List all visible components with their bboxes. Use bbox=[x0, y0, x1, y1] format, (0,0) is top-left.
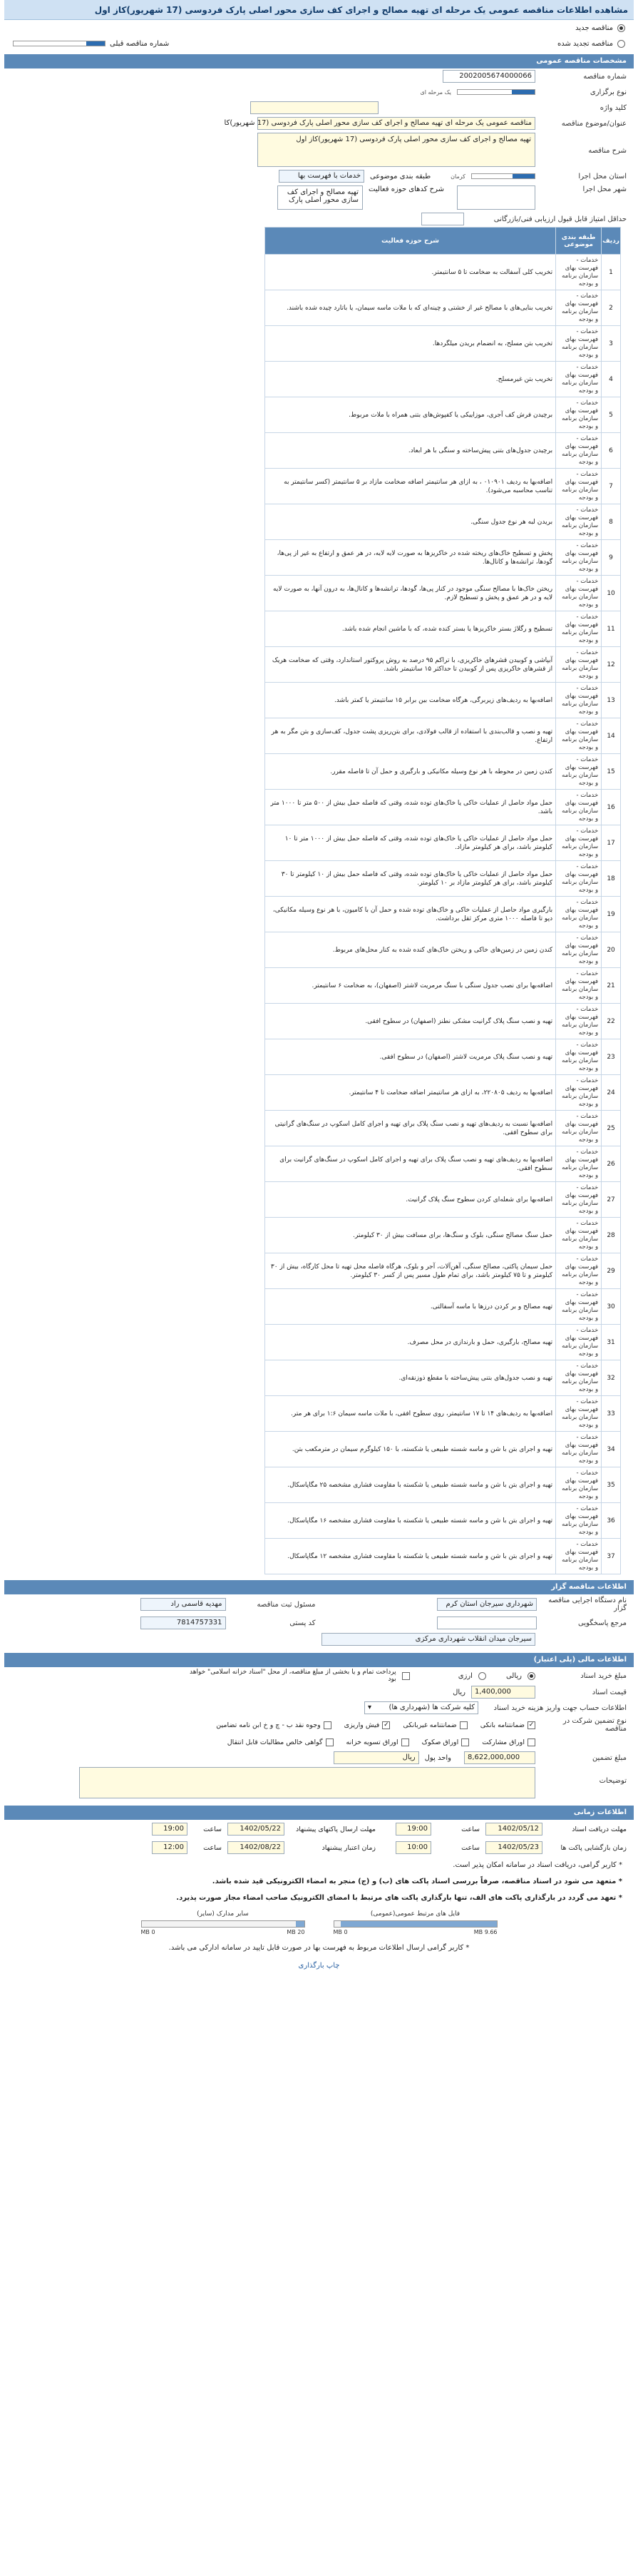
row-number: 10 bbox=[602, 576, 621, 611]
guarantee-bonds-checkbox[interactable] bbox=[528, 1738, 535, 1746]
row-category: خدمات - فهرست بهای سازمان برنامه و بودجه bbox=[556, 1111, 602, 1146]
row-number: 29 bbox=[602, 1253, 621, 1289]
submit-time: 19:00 bbox=[152, 1823, 187, 1836]
row-number: 9 bbox=[602, 540, 621, 576]
table-row bbox=[265, 362, 621, 397]
open-time: 10:00 bbox=[396, 1841, 431, 1854]
row-description: حمل سنگ مصالح سنگی، بلوک و سنگ‌ها، برای مسافت بیش از ۳۰ کیلومتر. bbox=[265, 1218, 556, 1253]
row-number: 6 bbox=[602, 433, 621, 469]
note-2: * متعهد می شود در اسناد مناقصه، صرفاً بررسی اسناد پاکت های (ب) و (ج) منجر به امضاء الکترونیکی قید شده باشد. bbox=[212, 1878, 622, 1885]
row-description: تخریب بتن غیرمسلح. bbox=[265, 362, 556, 397]
row-number: 24 bbox=[602, 1075, 621, 1111]
guarantee-sukuk-checkbox[interactable] bbox=[461, 1738, 469, 1746]
table-row bbox=[265, 326, 621, 362]
organizer-name: شهرداری سیرجان استان کرم bbox=[437, 1598, 537, 1611]
row-description: تسطیح و رگلاژ بستر خاکریزها یا بستر کنده شده، که با ماشین انجام شده باشد. bbox=[265, 611, 556, 647]
row-number: 1 bbox=[602, 255, 621, 290]
open-date: 1402/05/23 bbox=[485, 1841, 542, 1854]
category-field: خدمات با فهرست بها bbox=[279, 170, 364, 183]
row-category: خدمات - فهرست بهای سازمان برنامه و بودجه bbox=[556, 1075, 602, 1111]
city-field bbox=[457, 185, 535, 210]
table-row bbox=[265, 1396, 621, 1432]
validity-date: 1402/08/22 bbox=[227, 1841, 284, 1854]
publish-time: 19:00 bbox=[396, 1823, 431, 1836]
note-3: * تعهد می گردد در بارگذاری پاکت های الف، تنها بارگذاری پاکت های مرتبط با امضای الکترونیک صاحب امضاء مجاز صورت پذیرد. bbox=[176, 1894, 622, 1902]
row-category: خدمات - فهرست بهای سازمان برنامه و بودجه bbox=[556, 290, 602, 326]
row-category: خدمات - فهرست بهای سازمان برنامه و بودجه bbox=[556, 1503, 602, 1539]
budget-checkbox[interactable] bbox=[402, 1672, 410, 1680]
table-row bbox=[265, 1146, 621, 1182]
amount-field: 8,622,000,000 bbox=[464, 1751, 535, 1764]
min-score-field bbox=[421, 213, 464, 225]
row-description: تهیه و نصب و قالب‌بندی با استفاده از قالب فولادی، برای بتن‌ریزی پشت جدول، کف‌سازی و بتن مگر به هر ارتفاع. bbox=[265, 718, 556, 754]
row-category: خدمات - فهرست بهای سازمان برنامه و بودجه bbox=[556, 1396, 602, 1432]
class-field: تهیه مصالح و اجرای کف سازی محور اصلی پارک bbox=[277, 185, 363, 210]
row-number: 7 bbox=[602, 469, 621, 504]
row-number: 33 bbox=[602, 1396, 621, 1432]
row-number: 28 bbox=[602, 1218, 621, 1253]
col-category: طبقه بندی موضوعی bbox=[556, 228, 602, 255]
table-row bbox=[265, 1432, 621, 1467]
row-number: 12 bbox=[602, 647, 621, 683]
row-description: اضافه‌بها برای شعله‌ای کردن سطوح سنگ پلاک گرانیت. bbox=[265, 1182, 556, 1218]
radio-renew-row bbox=[4, 36, 634, 51]
table-row bbox=[265, 790, 621, 825]
row-number: 19 bbox=[602, 897, 621, 932]
row-number: 25 bbox=[602, 1111, 621, 1146]
row-category: خدمات - فهرست بهای سازمان برنامه و بودجه bbox=[556, 1539, 602, 1574]
footer-note: * کاربر گرامی ارسال اطلاعات مربوط به فهرست بها در صورت قابل تایید در سامانه ادارکی می باشد. bbox=[168, 1944, 470, 1952]
table-row bbox=[265, 1289, 621, 1325]
row-category: خدمات - فهرست بهای سازمان برنامه و بودجه bbox=[556, 1004, 602, 1039]
row-number: 21 bbox=[602, 968, 621, 1004]
row-number: 30 bbox=[602, 1289, 621, 1325]
row-category: خدمات - فهرست بهای سازمان برنامه و بودجه bbox=[556, 255, 602, 290]
row-number: 14 bbox=[602, 718, 621, 754]
row-number: 3 bbox=[602, 326, 621, 362]
row-description: کندن زمین در محوطه با هر نوع وسیله مکانیکی و بارگیری و حمل آن تا فاصله مقرر. bbox=[265, 754, 556, 790]
organizer-row-2: مرجع پاسخگویی کد پستی 7814757331 bbox=[4, 1614, 634, 1631]
prev-number-label: شماره مناقصه قبلی bbox=[110, 39, 170, 48]
table-row bbox=[265, 433, 621, 469]
row-description: تهیه و اجرای بتن با شن و ماسه شسته طبیعی یا شکسته با مقاومت فشاری مشخصه ۱۲ مگاپاسکال. bbox=[265, 1539, 556, 1574]
row-description: تهیه و اجرای بتن با شن و ماسه شسته طبیعی یا شکسته با مقاومت فشاری مشخصه ۱۶ مگاپاسکال. bbox=[265, 1503, 556, 1539]
row-description: پخش و تسطیح خاک‌های ریخته شده در خاکریزها به صورت لایه لایه، در هر عمق و ارتفاع به غیر از پی‌ها، گودها، ترانشه‌ها و کانال‌ها. bbox=[265, 540, 556, 576]
row-category: خدمات - فهرست بهای سازمان برنامه و بودجه bbox=[556, 1182, 602, 1218]
table-row bbox=[265, 290, 621, 326]
organizer-person: مهدیه قاسمی راد bbox=[140, 1598, 226, 1611]
finance-desc-field bbox=[79, 1767, 535, 1798]
row-category: خدمات - فهرست بهای سازمان برنامه و بودجه bbox=[556, 397, 602, 433]
print-link[interactable]: چاپ بارگذاری bbox=[298, 1962, 340, 1970]
row-description: اضافه‌بها به ردیف‌های تهیه و نصب سنگ پلاک برای تهیه و اجرای کامل اسکوپ در سنگ‌های گرانیت برای سطوح افقی. bbox=[265, 1146, 556, 1182]
row-number: 4 bbox=[602, 362, 621, 397]
row-description: اضافه‌بها به ردیف ۲۲۰۸۰۵، به ازای هر سانتیمتر اضافه ضخامت تا ۴ سانتیمتر. bbox=[265, 1075, 556, 1111]
row-number: 37 bbox=[602, 1539, 621, 1574]
table-row bbox=[265, 1182, 621, 1218]
row-category: خدمات - فهرست بهای سازمان برنامه و بودجه bbox=[556, 326, 602, 362]
table-row bbox=[265, 897, 621, 932]
row-description: تهیه و نصب جدول‌های بتنی پیش‌ساخته با مقطع ذوزنقه‌ای. bbox=[265, 1360, 556, 1396]
row-description: حمل سیمان پاکتی، مصالح سنگی، آهن‌آلات، آجر و بلوک، هرگاه فاصله محل تهیه تا محل کارگاه، بیش از ۳۰ کیلومتر و تا ۷۵ کیلومتر باشد، برای تمام طول مسیر پس از کسر ۳۰ کیلومتر. bbox=[265, 1253, 556, 1289]
number-field: 2002005674000066 bbox=[443, 70, 535, 83]
row-category: خدمات - فهرست بهای سازمان برنامه و بودجه bbox=[556, 683, 602, 718]
row-description: کندن زمین در زمین‌های خاکی و ریختن خاک‌های کنده شده به کنار محل‌های مربوط. bbox=[265, 932, 556, 968]
fee-radio-rial[interactable] bbox=[528, 1672, 535, 1680]
desc-row: شرح مناقصه تهیه مصالح و اجرای کف سازی محور اصلی پارک فردوسی (17 شهریور)کاز اول bbox=[4, 131, 634, 168]
guarantee-claims-checkbox[interactable] bbox=[326, 1738, 334, 1746]
subject-row: عنوان/موضوع مناقصه مناقصه عمومی یک مرحله ای تهیه مصالح و اجرای کف سازی محور اصلی پارک فردوسی (17 شهریور)کا bbox=[4, 116, 634, 131]
row-category: خدمات - فهرست بهای سازمان برنامه و بودجه bbox=[556, 362, 602, 397]
table-row bbox=[265, 1039, 621, 1075]
file-box-other[interactable]: سایر مدارک (سایر) 20 MB 0 MB bbox=[140, 1910, 305, 1935]
row-number: 17 bbox=[602, 825, 621, 861]
row-category: خدمات - فهرست بهای سازمان برنامه و بودجه bbox=[556, 1289, 602, 1325]
radio-new-label: مناقصه جدید bbox=[575, 24, 613, 32]
row-description: تهیه و اجرای بتن با شن و ماسه شسته طبیعی یا شکسته، با ۱۵۰ کیلوگرم سیمان در مترمکعب بتن. bbox=[265, 1432, 556, 1467]
row-description: آبپاشی و کوبیدن قشرهای خاکریزی، با تراکم ۹۵ درصد به روش پروکتور استاندارد، وقتی که ضخامت هریک از قشرهای خاکریزی پس از کوبیدن تا حداکثر ۱۵ سانتیمتر باشد. bbox=[265, 647, 556, 683]
row-number: 27 bbox=[602, 1182, 621, 1218]
row-category: خدمات - فهرست بهای سازمان برنامه و بودجه bbox=[556, 754, 602, 790]
row-number: 34 bbox=[602, 1432, 621, 1467]
table-row bbox=[265, 1360, 621, 1396]
table-row bbox=[265, 968, 621, 1004]
row-number: 20 bbox=[602, 932, 621, 968]
table-row bbox=[265, 718, 621, 754]
table-row bbox=[265, 1503, 621, 1539]
row-description: تهیه و اجرای بتن با شن و ماسه شسته طبیعی یا شکسته با مقاومت فشاری مشخصه ۲۵ مگاپاسکال. bbox=[265, 1467, 556, 1503]
guarantee-row: نوع تضمین شرکت در مناقصه ✓ ضمانتنامه بانکی ضمانتنامه غیربانکی ✓ فیش واریزی وجوه نقد ب - چ و خ ابن نامه تضامین bbox=[4, 1716, 634, 1734]
row-description: تخریب کلی آسفالت به ضخامت تا ۵ سانتیمتر. bbox=[265, 255, 556, 290]
table-row bbox=[265, 647, 621, 683]
submit-date: 1402/05/22 bbox=[227, 1823, 284, 1836]
guarantee-bank-checkbox[interactable] bbox=[528, 1721, 535, 1729]
row-category: خدمات - فهرست بهای سازمان برنامه و بودجه bbox=[556, 540, 602, 576]
fee-row: مبلغ خرید اسناد ریالی ارزی پرداخت تمام و یا بخشی از مبلغ مناقصه، از محل "اسناد خزانه اسلامی" خواهد بود bbox=[190, 1669, 627, 1683]
account-select[interactable]: کلیه شرکت ها (شهرداری ها) ▾ bbox=[364, 1701, 478, 1714]
min-score-row: حداقل امتیاز قابل قبول ارزیابی فنی/بازرگانی bbox=[4, 211, 634, 227]
row-description: ریختن خاک‌ها با مصالح سنگی موجود در کنار پی‌ها، گودها، ترانشه‌ها و کانال‌ها، به درون آنها، به صورت لایه لایه و در هر عمق و پخش و تسطیح لازم. bbox=[265, 576, 556, 611]
row-category: خدمات - فهرست بهای سازمان برنامه و بودجه bbox=[556, 1432, 602, 1467]
radio-renew[interactable] bbox=[617, 40, 625, 48]
table-row bbox=[265, 255, 621, 290]
organizer-address: سیرجان میدان انقلاب شهرداری مرکزی bbox=[321, 1633, 535, 1646]
row-category: خدمات - فهرست بهای سازمان برنامه و بودجه bbox=[556, 1467, 602, 1503]
publish-date: 1402/05/12 bbox=[485, 1823, 542, 1836]
row-number: 15 bbox=[602, 754, 621, 790]
row-description: حمل مواد حاصل از عملیات خاکی یا خاک‌های توده شده، وقتی که فاصله حمل بیش از ۱۰۰۰ متر تا ۱۰ کیلومتر باشد، برای هر کیلومتر مازاد. bbox=[265, 825, 556, 861]
note-1: * کاربر گرامی، دریافت اسناد در سامانه امکان پذیر است. bbox=[453, 1861, 622, 1869]
table-row bbox=[265, 825, 621, 861]
table-row bbox=[265, 576, 621, 611]
finance-section-title: اطلاعات مالی (پلی اعتبار) bbox=[4, 1653, 634, 1667]
row-number: 5 bbox=[602, 397, 621, 433]
row-number: 13 bbox=[602, 683, 621, 718]
keyword-field[interactable] bbox=[250, 101, 379, 114]
province-row: استان محل اجرا کرمان طبقه بندی موضوعی خدمات با فهرست بها bbox=[4, 168, 634, 184]
row-description: تهیه و نصب سنگ پلاک گرانیت مشکی نطنز (اصفهان) در سطوح افقی. bbox=[265, 1004, 556, 1039]
table-row bbox=[265, 611, 621, 647]
timing-row-2: زمان بازگشایی پاکت ها 1402/05/23 ساعت 10:00 زمان اعتبار پیشنهاد 1402/08/22 ساعت 12:00 bbox=[4, 1838, 634, 1857]
row-category: خدمات - فهرست بهای سازمان برنامه و بودجه bbox=[556, 825, 602, 861]
price-row: قیمت اسناد 1,400,000 ریال bbox=[4, 1684, 634, 1700]
desc-field: تهیه مصالح و اجرای کف سازی محور اصلی پارک فردوسی (17 شهریور)کاز اول bbox=[257, 133, 535, 167]
row-number: 31 bbox=[602, 1325, 621, 1360]
row-number: 11 bbox=[602, 611, 621, 647]
row-category: خدمات - فهرست بهای سازمان برنامه و بودجه bbox=[556, 647, 602, 683]
activity-table-body bbox=[265, 255, 621, 1574]
row-description: بارگیری مواد حاصل از عملیات خاکی و خاک‌های توده شده و حمل آن با کامیون، با هر نوع وسیله مکانیکی، دپو تا فاصله ۱۰۰۰ متری مرکز ثقل برداشت. bbox=[265, 897, 556, 932]
row-category: خدمات - فهرست بهای سازمان برنامه و بودجه bbox=[556, 611, 602, 647]
table-row bbox=[265, 683, 621, 718]
finance-desc-row: توضیحات bbox=[4, 1766, 634, 1800]
row-description: برچیدن جدول‌های بتنی پیش‌ساخته و سنگی با هر ابعاد. bbox=[265, 433, 556, 469]
table-row bbox=[265, 1075, 621, 1111]
guarantee-row-2: اوراق مشارکت اوراق صکوک اوراق تسویه خزانه گواهی خالص مطالبات قابل انتقال bbox=[4, 1734, 634, 1750]
guarantee-deposit-checkbox[interactable] bbox=[382, 1721, 390, 1729]
organizer-address-row bbox=[4, 1631, 634, 1647]
row-category: خدمات - فهرست بهای سازمان برنامه و بودجه bbox=[556, 576, 602, 611]
organizer-postal: 7814757331 bbox=[140, 1617, 226, 1629]
table-row bbox=[265, 754, 621, 790]
guarantee-cash-checkbox[interactable] bbox=[324, 1721, 331, 1729]
table-row bbox=[265, 397, 621, 433]
row-category: خدمات - فهرست بهای سازمان برنامه و بودجه bbox=[556, 1146, 602, 1182]
table-row bbox=[265, 1325, 621, 1360]
page-title: مشاهده اطلاعات مناقصه عمومی یک مرحله ای تهیه مصالح و اجرای کف سازی محور اصلی پارک فردوسی (17 شهریور)کاز اول bbox=[4, 0, 634, 20]
row-category: خدمات - فهرست بهای سازمان برنامه و بودجه bbox=[556, 433, 602, 469]
guarantee-nonbank-checkbox[interactable] bbox=[460, 1721, 468, 1729]
row-description: تهیه و نصب سنگ پلاک مرمریت لاشتر (اصفهان) در سطوح افقی. bbox=[265, 1039, 556, 1075]
account-row: اطلاعات حساب جهت واریز هزینه خرید اسناد کلیه شرکت ها (شهرداری ها) ▾ bbox=[4, 1700, 634, 1716]
col-row: ردیف bbox=[602, 228, 621, 255]
table-row bbox=[265, 1111, 621, 1146]
table-row bbox=[265, 861, 621, 897]
table-row bbox=[265, 469, 621, 504]
table-row bbox=[265, 1467, 621, 1503]
timing-section-title: اطلاعات زمانی bbox=[4, 1806, 634, 1820]
radio-new-row[interactable] bbox=[4, 20, 634, 36]
number-row: شماره مناقصه 2002005674000066 bbox=[4, 68, 634, 84]
table-row bbox=[265, 1004, 621, 1039]
row-number: 2 bbox=[602, 290, 621, 326]
row-number: 23 bbox=[602, 1039, 621, 1075]
timing-row-1: مهلت دریافت اسناد 1402/05/12 ساعت 19:00 مهلت ارسال پاکتهای پیشنهاد 1402/05/22 ساعت 19:00 bbox=[4, 1820, 634, 1838]
row-description: حمل مواد حاصل از عملیات خاکی یا خاک‌های توده شده، وقتی که فاصله حمل بیش از ۱۰ کیلومتر تا ۳۰ کیلومتر باشد، برای هر کیلومتر مازاد بر ۱۰ کیلومتر. bbox=[265, 861, 556, 897]
row-description: اضافه‌بها نسبت به ردیف‌های تهیه و نصب سنگ پلاک برای تهیه و اجرای کامل اسکوپ در سنگ‌های گرانیتی برای سطوح افقی. bbox=[265, 1111, 556, 1146]
subject-field: مناقصه عمومی یک مرحله ای تهیه مصالح و اجرای کف سازی محور اصلی پارک فردوسی (17 شهریور)کا bbox=[257, 117, 535, 130]
row-description: تخریب بتن مسلح، به انضمام بریدن میلگردها. bbox=[265, 326, 556, 362]
radio-renew-label: مناقصه تجدید شده bbox=[557, 39, 613, 48]
col-desc: شرح حوزه فعالیت bbox=[265, 228, 556, 255]
row-category: خدمات - فهرست بهای سازمان برنامه و بودجه bbox=[556, 1325, 602, 1360]
row-category: خدمات - فهرست بهای سازمان برنامه و بودجه bbox=[556, 932, 602, 968]
table-row bbox=[265, 1539, 621, 1574]
amount-row: مبلغ تضمین 8,622,000,000 واحد پول ریال bbox=[4, 1750, 634, 1766]
row-category: خدمات - فهرست بهای سازمان برنامه و بودجه bbox=[556, 1360, 602, 1396]
row-category: خدمات - فهرست بهای سازمان برنامه و بودجه bbox=[556, 1218, 602, 1253]
province-field bbox=[471, 173, 535, 179]
prev-number-field[interactable] bbox=[13, 41, 106, 46]
type-field bbox=[457, 89, 535, 95]
type-row: نوع برگزاری یک مرحله ای bbox=[420, 88, 627, 96]
row-category: خدمات - فهرست بهای سازمان برنامه و بودجه bbox=[556, 861, 602, 897]
chevron-down-icon: ▾ bbox=[368, 1704, 372, 1711]
row-description: اضافه‌بها به ردیف ۰۱۰۹۰۱ ، به ازای هر سانتیمتر اضافه ضخامت مازاد بر ۵ سانتیمتر (کسر سانتیمتر به تناسب محاسبه می‌شود). bbox=[265, 469, 556, 504]
row-category: خدمات - فهرست بهای سازمان برنامه و بودجه bbox=[556, 968, 602, 1004]
row-description: برچیدن فرش کف آجری، موزاییکی یا کفپوش‌های بتنی همراه با ملات مربوط. bbox=[265, 397, 556, 433]
row-number: 8 bbox=[602, 504, 621, 540]
row-number: 22 bbox=[602, 1004, 621, 1039]
row-description: اضافه‌بها برای نصب جدول سنگی با سنگ مرمریت لاشتر (اصفهان)، به ضخامت ۶ سانتیمتر. bbox=[265, 968, 556, 1004]
table-row bbox=[265, 540, 621, 576]
row-description: تهیه مصالح و بر کردن درزها با ماسه آسفالتی. bbox=[265, 1289, 556, 1325]
organizer-row-1: نام دستگاه اجرایی مناقصه گزار شهرداری سیرجان استان کرم مسئول ثبت مناقصه مهدیه قاسمی راد bbox=[4, 1594, 634, 1614]
general-section-title: مشخصات مناقصه عمومی bbox=[4, 54, 634, 68]
files-row-1 bbox=[4, 1906, 634, 1940]
row-category: خدمات - فهرست بهای سازمان برنامه و بودجه bbox=[556, 1039, 602, 1075]
row-description: بریدن لبه هر نوع جدول سنگی. bbox=[265, 504, 556, 540]
row-category: خدمات - فهرست بهای سازمان برنامه و بودجه bbox=[556, 1253, 602, 1289]
activity-table bbox=[264, 227, 621, 1574]
row-category: خدمات - فهرست بهای سازمان برنامه و بودجه bbox=[556, 469, 602, 504]
table-row bbox=[265, 1218, 621, 1253]
row-description: تهیه مصالح، بارگیری، حمل و بارندازی در محل مصرف. bbox=[265, 1325, 556, 1360]
row-category: خدمات - فهرست بهای سازمان برنامه و بودجه bbox=[556, 718, 602, 754]
row-number: 18 bbox=[602, 861, 621, 897]
city-row: شهر محل اجرا شرح کدهای حوزه فعالیت تهیه مصالح و اجرای کف سازی محور اصلی پارک bbox=[4, 184, 634, 211]
row-description: اضافه‌بها به ردیف‌های ۱۴ تا ۱۷ سانتیمتر، روی سطوح افقی، با ملات ماسه سیمان ۱:۶ برای هر متر. bbox=[265, 1396, 556, 1432]
row-description: حمل مواد حاصل از عملیات خاکی یا خاک‌های توده شده، وقتی که فاصله حمل بیش از ۵۰۰ متر تا ۱۰۰۰ متر باشد. bbox=[265, 790, 556, 825]
organizer-section-title: اطلاعات مناقصه گزار bbox=[4, 1580, 634, 1594]
row-description: اضافه‌بها به ردیف‌های زیربرگی، هرگاه ضخامت بین برابر ۱۵ سانتیمتر یا کمتر باشد. bbox=[265, 683, 556, 718]
row-number: 26 bbox=[602, 1146, 621, 1182]
keyword-row: کلید واژه bbox=[4, 100, 634, 116]
file-box-public[interactable]: فایل های مرتبط عمومی(عمومی) 9.66 MB 0 MB bbox=[333, 1910, 498, 1935]
validity-time: 12:00 bbox=[152, 1841, 187, 1854]
row-number: 32 bbox=[602, 1360, 621, 1396]
radio-new[interactable] bbox=[617, 24, 625, 32]
row-number: 36 bbox=[602, 1503, 621, 1539]
amount-unit-field: ریال bbox=[334, 1751, 419, 1764]
row-category: خدمات - فهرست بهای سازمان برنامه و بودجه bbox=[556, 790, 602, 825]
row-category: خدمات - فهرست بهای سازمان برنامه و بودجه bbox=[556, 897, 602, 932]
row-number: 35 bbox=[602, 1467, 621, 1503]
row-category: خدمات - فهرست بهای سازمان برنامه و بودجه bbox=[556, 504, 602, 540]
price-field: 1,400,000 bbox=[471, 1686, 535, 1699]
table-row bbox=[265, 932, 621, 968]
row-description: تخریب بنایی‌های با مصالح غیر از خشتی و چینه‌ای که با ملات ماسه سیمان، یا باتارد چیده شده باشند. bbox=[265, 290, 556, 326]
table-row bbox=[265, 1253, 621, 1289]
table-row bbox=[265, 504, 621, 540]
guarantee-treasury-checkbox[interactable] bbox=[401, 1738, 409, 1746]
fee-radio-currency[interactable] bbox=[478, 1672, 486, 1680]
row-number: 16 bbox=[602, 790, 621, 825]
organizer-ref bbox=[437, 1617, 537, 1629]
